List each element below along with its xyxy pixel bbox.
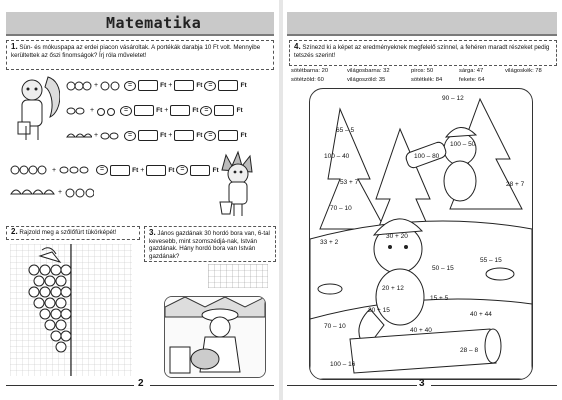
mushroom-group-icon bbox=[10, 186, 56, 198]
grape-mirror-grid bbox=[10, 244, 132, 376]
answer-box[interactable] bbox=[146, 165, 166, 176]
farmer-illustration bbox=[164, 296, 266, 378]
task4-instruction-box bbox=[289, 40, 557, 66]
equals-sign: = bbox=[204, 131, 216, 141]
answer-box[interactable] bbox=[134, 105, 154, 116]
expression: 40 + 44 bbox=[470, 311, 492, 318]
task1-text: Sün- és mókuspapa az erdei piacon vásároltak. A portékák darabja 10 Ft volt. Mennyibe kerültettek az őszi finomságok? Írj róla műveletet! bbox=[11, 44, 261, 59]
equals-sign: = bbox=[176, 165, 188, 175]
equals-sign: = bbox=[124, 81, 136, 91]
title-bar bbox=[287, 12, 557, 36]
expression: 28 + 7 bbox=[506, 181, 525, 188]
expression: 100 – 80 bbox=[414, 153, 440, 160]
hedgehog-illustration bbox=[212, 150, 262, 218]
task1-row-1: + = Ft + Ft = Ft bbox=[66, 80, 247, 91]
task3-instruction-box bbox=[144, 226, 276, 262]
expression: 20 + 15 bbox=[368, 307, 390, 314]
task4-number: 4. bbox=[294, 42, 301, 51]
task4-text: Színezd ki a képet az eredményeknek megfelelő színnel, a fehéren maradt részeket pedig tetszés szerint! bbox=[294, 44, 550, 59]
expression: 100 – 50 bbox=[450, 141, 476, 148]
task2-number: 2. bbox=[11, 227, 18, 236]
equals-sign: = bbox=[124, 131, 136, 141]
color-key: piros: 50 bbox=[411, 68, 434, 74]
answer-box[interactable] bbox=[138, 80, 158, 91]
color-key: fekete: 64 bbox=[459, 77, 485, 83]
page-number: 3 bbox=[419, 378, 425, 389]
expression: 50 – 15 bbox=[432, 265, 454, 272]
expression: 70 – 10 bbox=[330, 205, 352, 212]
color-key: világoszöld: 35 bbox=[347, 77, 386, 83]
left-page bbox=[0, 0, 279, 400]
answer-box[interactable] bbox=[190, 165, 210, 176]
acorn-group-icon bbox=[96, 106, 118, 116]
expression: 53 + 7 bbox=[340, 179, 359, 186]
page-number: 2 bbox=[138, 378, 144, 389]
equals-sign: = bbox=[120, 106, 132, 116]
squirrel-illustration bbox=[10, 72, 60, 142]
apple-group-icon bbox=[100, 81, 122, 91]
page-title: Matematika bbox=[106, 14, 202, 32]
expression: 15 + 5 bbox=[430, 295, 449, 302]
answer-box[interactable] bbox=[110, 165, 130, 176]
task1-row-4: + = Ft + Ft = Ft bbox=[10, 164, 219, 176]
task2-text: Rajzold meg a szőlőfürt tükörképét! bbox=[19, 229, 117, 236]
task2-instruction-box bbox=[6, 226, 140, 240]
color-key: világoskék: 78 bbox=[505, 68, 542, 74]
nut-group-icon bbox=[58, 164, 94, 176]
mushroom-group-icon bbox=[66, 131, 92, 141]
acorn-group-icon bbox=[64, 186, 94, 198]
expression: 20 + 12 bbox=[382, 285, 404, 292]
apple-group-icon bbox=[10, 164, 50, 176]
expression: 40 + 40 bbox=[410, 327, 432, 334]
task1-row-5: + bbox=[10, 186, 94, 198]
apple-group-icon bbox=[66, 81, 92, 91]
expression: 33 + 2 bbox=[320, 239, 339, 246]
task1-row-2: + = Ft + Ft = Ft bbox=[66, 105, 243, 116]
expression: 30 + 20 bbox=[386, 233, 408, 240]
color-key: sötétkék: 84 bbox=[411, 77, 443, 83]
expression: 55 – 15 bbox=[480, 257, 502, 264]
expression: 90 – 12 bbox=[442, 95, 464, 102]
task1-number: 1. bbox=[11, 42, 18, 51]
title-bar bbox=[6, 12, 274, 36]
nut-group-icon bbox=[66, 106, 88, 116]
expression: 100 – 40 bbox=[324, 153, 350, 160]
task1-row-3: + = Ft + Ft = Ft bbox=[66, 130, 247, 141]
answer-box[interactable] bbox=[138, 130, 158, 141]
task3-text: János gazdának 30 hordó bora van, 6-tal kevesebb, mint szomszédjá-nak, István gazdának. Hány hordó bora van István gazdának? bbox=[149, 230, 270, 260]
answer-box[interactable] bbox=[174, 130, 194, 141]
answer-box[interactable] bbox=[214, 105, 234, 116]
equals-sign: = bbox=[204, 81, 216, 91]
answer-box[interactable] bbox=[174, 80, 194, 91]
expression: 28 – 8 bbox=[460, 347, 479, 354]
expression: 100 – 16 bbox=[330, 361, 356, 368]
color-key: sárga: 47 bbox=[459, 68, 484, 74]
answer-box[interactable] bbox=[218, 80, 238, 91]
right-page bbox=[283, 0, 562, 400]
color-key: világosbarna: 32 bbox=[347, 68, 390, 74]
answer-box[interactable] bbox=[170, 105, 190, 116]
coloring-picture[interactable] bbox=[309, 88, 533, 380]
answer-box[interactable] bbox=[218, 130, 238, 141]
expression: 70 – 10 bbox=[324, 323, 346, 330]
task3-number: 3. bbox=[149, 228, 156, 237]
equals-sign: = bbox=[200, 106, 212, 116]
equals-sign: = bbox=[96, 165, 108, 175]
expression: 65 – 5 bbox=[336, 127, 355, 134]
task1-instruction-box bbox=[6, 40, 274, 70]
color-key: sötétbarna: 20 bbox=[291, 68, 329, 74]
color-key: sötétzöld: 60 bbox=[291, 77, 324, 83]
nut-group-icon bbox=[100, 131, 122, 141]
task3-answer-grid[interactable] bbox=[208, 264, 268, 288]
